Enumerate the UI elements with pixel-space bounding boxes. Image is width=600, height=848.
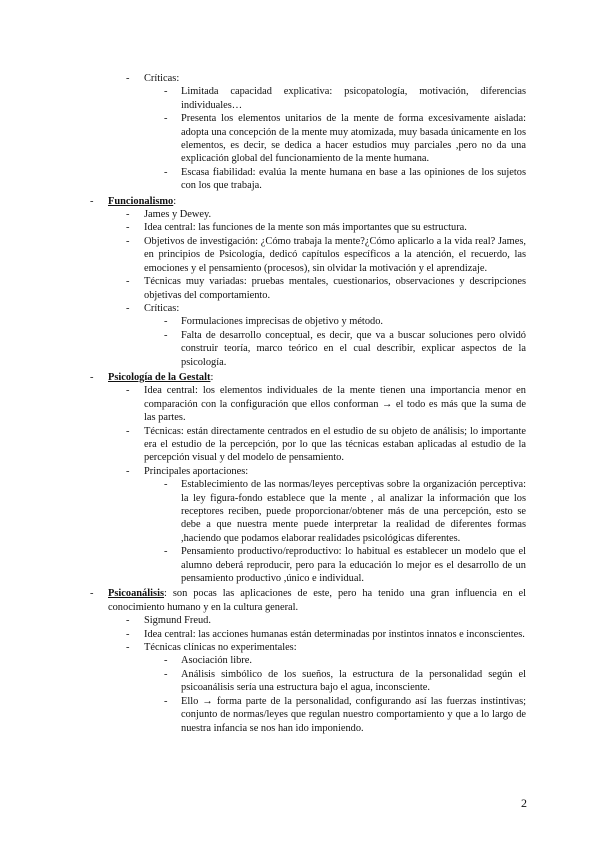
list-item — [126, 641, 526, 654]
list-bullet: - — [164, 655, 168, 667]
item-text: Técnicas: están directamente centrados en el estudio de su objeto de análisis; lo importante era el estudio de la percepción, por lo que las técnicas estaban aplicadas al estudio de la percepción visual y del modelo de pensamiento. — [144, 425, 526, 464]
list-bullet: - — [164, 166, 168, 178]
item-text: Establecimiento de las normas/leyes perceptivas sobre la organización perceptiva: la ley figura-fondo establece que la mente , al analizar la información que los receptores reciben, puede proporcionar/obtener más de una percepción, esto se debe a que nuestra mente puede interpretar la realidad de diferentes formas ,haciendo que podamos elaborar realidades psicológicas diferentes. — [181, 479, 526, 544]
item-text: Ello → forma parte de la personalidad, configurando así las fuerzas instintivas; conjunto de normas/leyes que regulan nuestro comportamiento y que a lo largo de nuestra infancia se nos han ido imponiendo. — [181, 695, 526, 734]
list-item — [126, 302, 526, 315]
list-item — [164, 695, 526, 735]
list-item — [164, 478, 526, 545]
item-text: Formulaciones imprecisas de objetivo y método. — [181, 316, 383, 328]
list-bullet: - — [90, 371, 94, 383]
section-heading: Funcionalismo — [108, 195, 174, 207]
section-heading: Psicología de la Gestalt — [108, 371, 211, 383]
item-text: Técnicas clínicas no experimentales: — [144, 642, 297, 654]
list-bullet: - — [126, 222, 130, 234]
list-item — [126, 221, 526, 234]
section-heading-item — [90, 587, 526, 614]
list-item — [164, 668, 526, 695]
item-text: : — [173, 195, 177, 207]
list-bullet: - — [164, 316, 168, 328]
list-item — [126, 384, 526, 424]
list-bullet: - — [126, 385, 130, 397]
list-bullet: - — [126, 209, 130, 221]
list-bullet: - — [164, 479, 168, 491]
document-content — [0, 72, 600, 735]
list-bullet: - — [90, 195, 94, 207]
section-heading-item — [90, 195, 526, 208]
item-text: Críticas: — [144, 302, 180, 314]
section-heading: Psicoanálisis — [108, 588, 165, 600]
list-item — [164, 654, 526, 667]
list-item — [164, 329, 526, 369]
list-item — [126, 628, 526, 641]
list-bullet: - — [164, 329, 168, 341]
item-text: Presenta los elementos unitarios de la mente de forma excesivamente aislada: adopta una concepción de la mente muy atomizada, muy basada únicamente en los elementos, es decir, se dedica a hacer estudios muy parciales ,pero no da una explicación global del funcionamiento de la mente humana. — [181, 113, 526, 165]
item-text: Idea central: los elementos individuales de la mente tienen una importancia menor en comparación con la configuración que ellos conforman → el todo es más que la suma de las partes. — [144, 385, 526, 424]
item-text: Idea central: las acciones humanas están determinadas por instintos innatos e inconscientes. — [144, 628, 525, 640]
list-item — [126, 425, 526, 465]
item-text: Limitada capacidad explicativa: psicopatología, motivación, diferencias individuales… — [181, 86, 526, 111]
list-bullet: - — [126, 425, 130, 437]
list-bullet: - — [164, 113, 168, 125]
list-item — [126, 275, 526, 302]
item-text: : — [210, 371, 214, 383]
list-bullet: - — [126, 615, 130, 627]
list-bullet: - — [126, 628, 130, 640]
list-bullet: - — [126, 235, 130, 247]
list-bullet: - — [164, 668, 168, 680]
list-item — [126, 465, 526, 478]
list-bullet: - — [90, 588, 94, 600]
item-text: Técnicas muy variadas: pruebas mentales, cuestionarios, observaciones y descripciones objetivas del comportamiento. — [144, 276, 526, 301]
item-text: Análisis simbólico de los sueños, la estructura de la personalidad según el psicoanálisis sería una estructura bajo el agua, inconsciente. — [181, 668, 526, 694]
list-item — [126, 72, 526, 85]
list-bullet: - — [126, 642, 130, 654]
page-number: 2 — [521, 796, 527, 810]
item-text: Asociación libre. — [181, 655, 252, 667]
list-item — [164, 315, 526, 328]
list-bullet: - — [126, 302, 130, 314]
list-item — [164, 545, 526, 585]
item-text: Idea central: las funciones de la mente son más importantes que su estructura. — [144, 222, 467, 234]
item-text: Pensamiento productivo/reproductivo: lo habitual es establecer un modelo que el alumno deberá reproducir, pero para la educación lo mejor es el desarrollo de un pensamiento productivo ,único e individual. — [181, 546, 526, 585]
list-bullet: - — [164, 695, 168, 707]
item-text: Sigmund Freud. — [144, 615, 211, 627]
list-item — [164, 112, 526, 166]
item-text: James y Dewey. — [144, 209, 212, 221]
item-text: Objetivos de investigación: ¿Cómo trabaja la mente?¿Cómo aplicarlo a la vida real? James, en principios de Psicología, dedicó capítulos específicos a la atención, el recuerdo, las emociones y el pensamiento (procesos), sin olvidar la motivación y el aprendizaje. — [144, 235, 526, 274]
list-item — [126, 235, 526, 275]
list-item — [164, 166, 526, 193]
list-item — [126, 614, 526, 627]
list-bullet: - — [126, 465, 130, 477]
item-text: Escasa fiabilidad: evalúa la mente humana en base a las opiniones de los sujetos con los que trabaja. — [181, 166, 526, 192]
item-text: Principales aportaciones: — [144, 465, 249, 477]
item-text: : son pocas las aplicaciones de este, pero ha tenido una gran influencia en el conocimiento humano y en la cultura general. — [108, 588, 526, 613]
list-item — [126, 208, 526, 221]
list-bullet: - — [164, 86, 168, 98]
list-item — [164, 85, 526, 112]
list-bullet: - — [126, 276, 130, 288]
item-text: Críticas: — [144, 73, 180, 84]
list-bullet: - — [164, 546, 168, 558]
list-bullet: - — [126, 73, 130, 84]
section-heading-item — [90, 371, 526, 384]
item-text: Falta de desarrollo conceptual, es decir, que va a buscar soluciones pero olvidó construir teoría, marco teórico en el cual describir, explicar aspectos de la psicología. — [181, 329, 526, 368]
